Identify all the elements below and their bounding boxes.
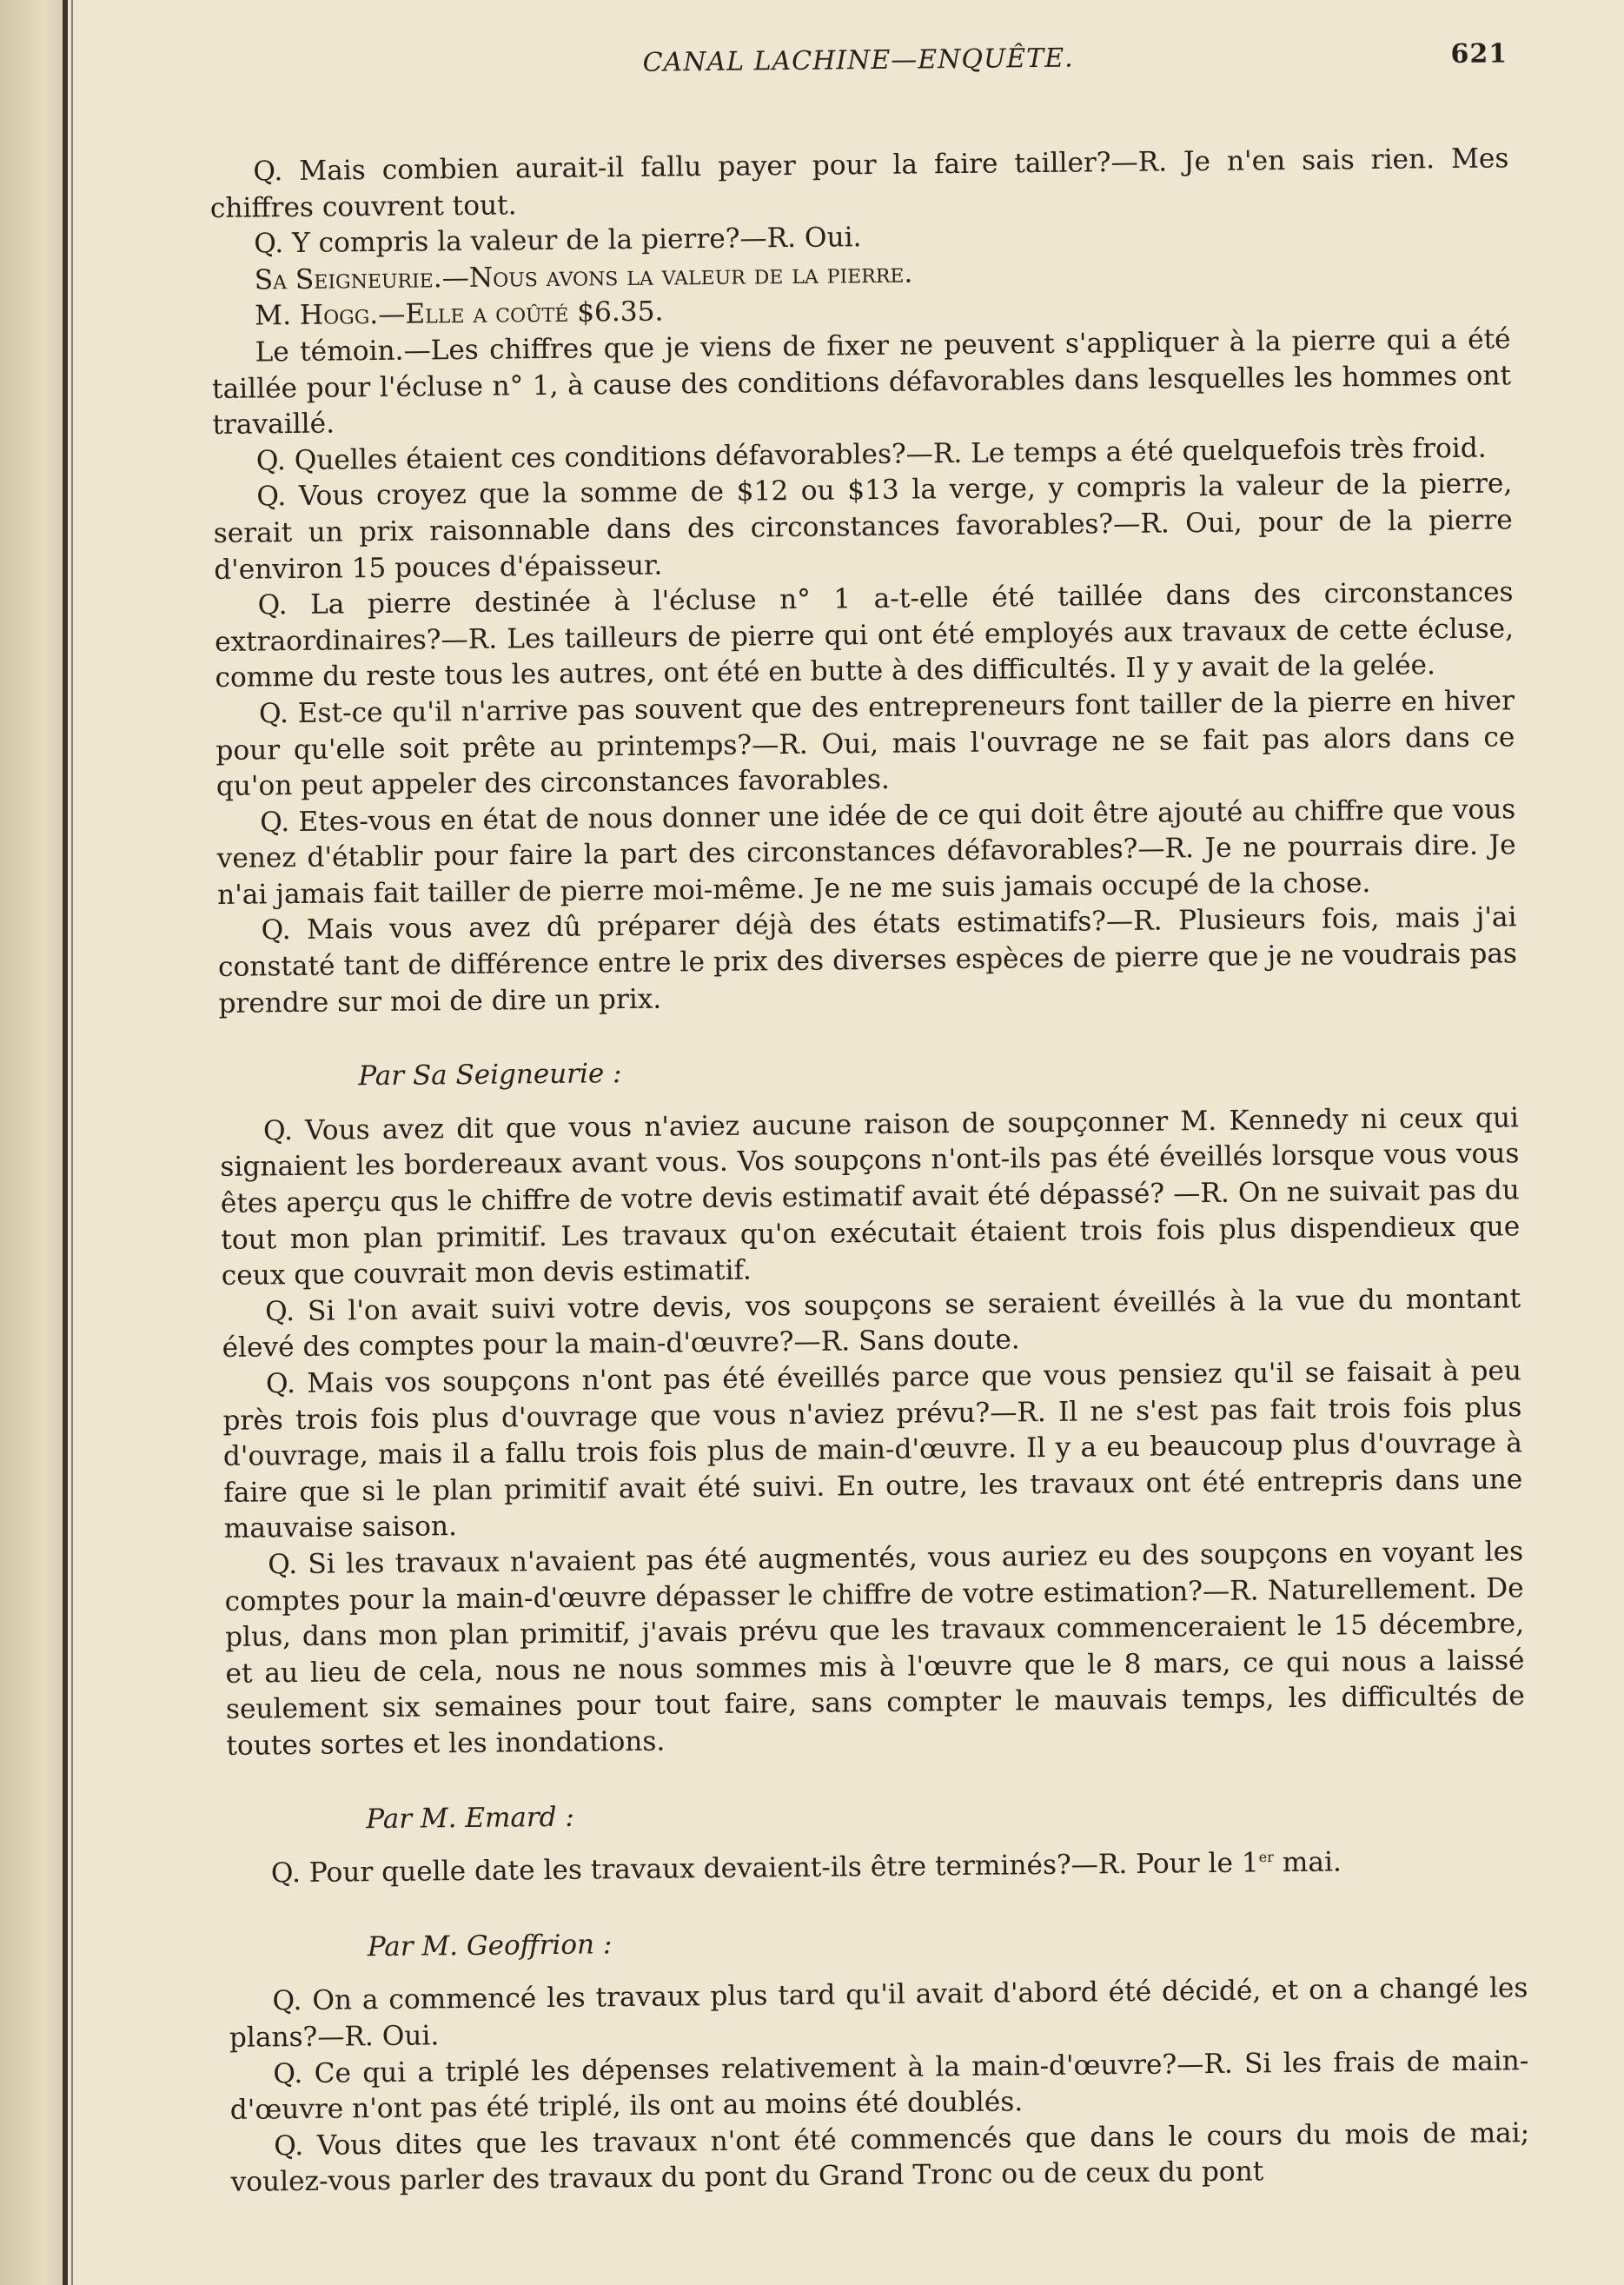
- paragraph: Q. Si l'on avait suivi votre devis, vos soupçons se seraient éveillés à la vue du montant élevé des comptes pour la main-d'œuvre?—R. Sans doute.: [222, 1283, 1521, 1365]
- running-title: CANAL LACHINE—ENQUÊTE.: [642, 43, 1074, 78]
- running-head: [209, 38, 1508, 104]
- paragraph: Q. Vous dites que les travaux n'ont été commencés que dans le cours du mois de mai; voulez-vous parler des travaux du pont du Grand Tronc ou de ceux du pont: [230, 2116, 1530, 2199]
- body-text: [209, 141, 1530, 2201]
- paragraph-text: Q. Pour quelle date les travaux devaient-ils être terminés?—R. Pour le 1: [270, 1847, 1259, 1890]
- paragraph: Q. La pierre destinée à l'écluse n° 1 a-t-elle été taillée dans des circonstances extraordinaires?—R. Les tailleurs de pierre qui ont été employés aux travaux de cette écluse, comme du reste tous les autres, ont été en butte à des difficultés. Il y y avait de la gelée.: [214, 576, 1515, 694]
- paragraph: Q. Est-ce qu'il n'arrive pas souvent que des entrepreneurs font tailler de la pierre en hiver pour qu'elle soit prête au printemps?—R. Oui, mais l'ouvrage ne se fait pas alors dans ce qu'on peut appeler des circonstances favorables.: [215, 685, 1515, 803]
- paragraph: Q. Y compris la valeur de la pierre?—R. Oui.: [254, 222, 862, 260]
- binding-edge: [63, 0, 68, 2285]
- paragraph: [228, 1843, 1527, 1892]
- paragraph: Q. Mais vos soupçons n'ont pas été éveillés parce que vous pensiez qu'il se faisait à peu près trois fois plus d'ouvrage que vous n'aviez prévu?—R. Il ne s'est pas fait trois fois plus d'ouvrage, mais il a fallu trois fois plus de main-d'œuvre. Il y a eu beaucoup plus d'ouvrage à faire que si le plan primitif avait été suivi. En outre, les travaux ont été entrepris dans une mauvaise saison.: [222, 1355, 1523, 1545]
- paragraph: Q. Etes-vous en état de nous donner une idée de ce qui doit être ajouté au chiffre que vous venez d'établir pour faire la part des circonstances défavorables?—R. Je ne pourrais dire. Je n'ai jamais fait tailler de pierre moi-même. Je ne me suis jamais occupé de la chose.: [216, 793, 1516, 911]
- ordinal-superscript: er: [1258, 1849, 1274, 1866]
- paragraph: Q. Quelles étaient ces conditions défavorables?—R. Le temps a été quelquefois très froid.: [255, 432, 1487, 477]
- paragraph: Q. Vous avez dit que vous n'aviez aucune raison de soupçonner M. Kennedy ni ceux qui signaient les bordereaux avant vous. Vos soupçons n'ont-ils pas été éveillés lorsque vous vous êtes aperçu qus le chiffre de votre devis estimatif avait été dépassé? —R. On ne suivait pas du tout mon plan primitif. Les travaux qu'on exécutait étaient trois fois plus dispendieux que ceux que couvrait mon devis estimatif.: [220, 1102, 1521, 1292]
- paragraph: Sa Seigneurie.—Nous avons la valeur de la pierre.: [254, 257, 913, 296]
- paragraph: Q. Ce qui a triplé les dépenses relativement à la main-d'œuvre?—R. Si les frais de main-d'œuvre n'ont pas été triplé, ils ont au moins été doublés.: [229, 2044, 1529, 2126]
- paragraph: Q. Mais vous avez dû préparer déjà des états estimatifs?—R. Plusieurs fois, mais j'ai constaté tant de différence entre le prix des diverses espèces de pierre que je ne voudrais pas prendre sur moi de dire un prix.: [217, 901, 1518, 1020]
- binding-gutter: [0, 0, 63, 2285]
- paragraph: Q. On a commencé les travaux plus tard qu'il avait d'abord été décidé, et on a changé les plans?—R. Oui.: [229, 1972, 1528, 2054]
- paragraph: Q. Si les travaux n'avaient pas été augmentés, vous auriez eu des soupçons en voyant les comptes pour la main-d'œuvre dépasser le chiffre de votre estimation?—R. Naturellement. De plus, dans mon plan primitif, j'avais prévu que les travaux commenceraient le 15 décembre, et au lieu de cela, nous ne nous sommes mis à l'œuvre que le 8 mars, ce qui nous a laissé seulement six semaines pour tout faire, sans compter le mauvais temps, les difficultés de toutes sortes et les inondations.: [224, 1536, 1526, 1762]
- page-number: 621: [1450, 38, 1508, 70]
- paragraph-text: mai.: [1273, 1846, 1342, 1879]
- paragraph: M. Hogg.—Elle a coûté $6.35.: [254, 296, 664, 332]
- paragraph: Q. Vous croyez que la somme de $12 ou $13 la verge, y compris la valeur de la pierre, serait un prix raisonnable dans des circonstances favorables?—R. Oui, pour de la pierre d'environ 15 pouces d'épaisseur.: [213, 468, 1513, 586]
- section-heading: Par M. Geoffrion :: [367, 1928, 613, 1963]
- section-heading: Par M. Emard :: [366, 1801, 575, 1835]
- paragraph: Q. Mais combien aurait-il fallu payer pour la faire tailler?—R. Je n'en sais rien. Mes chiffres couvrent tout.: [209, 143, 1509, 224]
- document-page: [209, 38, 1530, 2242]
- paragraph: Le témoin.—Les chiffres que je viens de fixer ne peuvent s'appliquer à la pierre qui a été taillée pour l'écluse n° 1, à cause des conditions défavorables dans lesquelles les hommes ont travaillé.: [211, 323, 1512, 442]
- section-heading: Par Sa Seigneurie :: [358, 1058, 622, 1093]
- binding-edge-shadow: [71, 0, 73, 2285]
